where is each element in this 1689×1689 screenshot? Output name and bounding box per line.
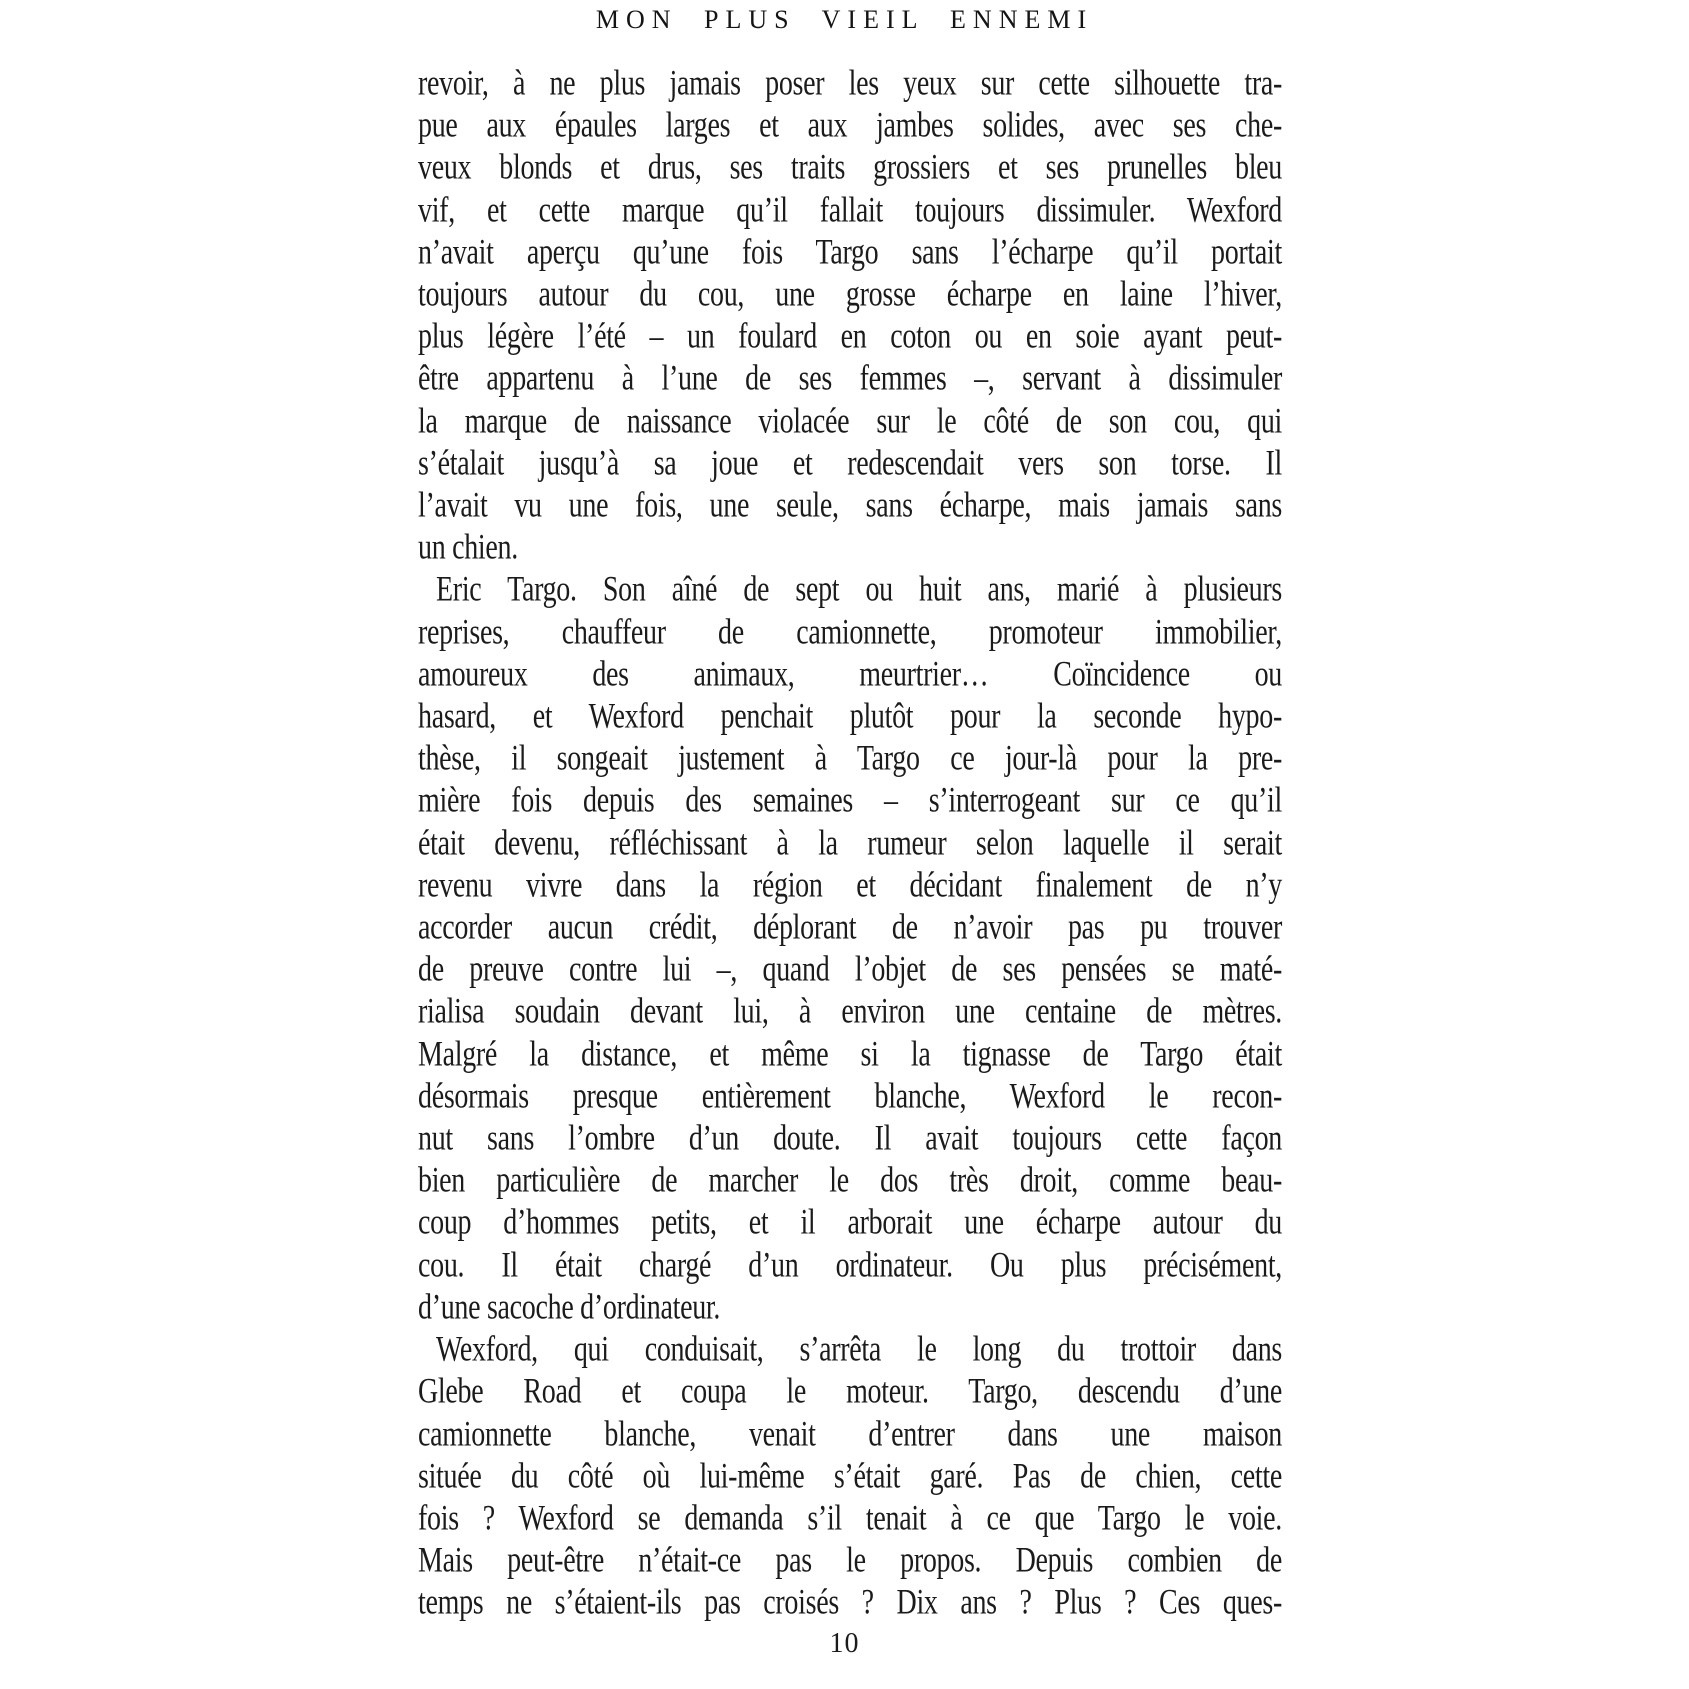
text-line: bien particulière de marcher le dos très droit, comme beau- [418,1160,1282,1201]
text-line: Malgré la distance, et même si la tignasse de Targo était [418,1033,1282,1075]
text-line: s’étalait jusqu’à sa joue et redescendait vers son torse. Il [418,442,1282,484]
text-line: plus légère l’été – un foulard en coton ou en soie ayant peut- [418,316,1282,357]
text-line: n’avait aperçu qu’une fois Targo sans l’écharpe qu’il portait [418,231,1282,273]
text-line: accorder aucun crédit, déplorant de n’avoir pas pu trouver [418,907,1282,948]
text-line: vif, et cette marque qu’il fallait toujours dissimuler. Wexford [418,189,1282,231]
text-line: rialisa soudain devant lui, à environ une centaine de mètres. [418,991,1282,1032]
text-line: reprises, chauffeur de camionnette, promoteur immobilier, [418,611,1282,653]
text-line: mière fois depuis des semaines – s’interrogeant sur ce qu’il [418,780,1282,821]
text-line: thèse, il songeait justement à Targo ce jour-là pour la pre- [418,738,1282,779]
text-line: Eric Targo. Son aîné de sept ou huit ans, marié à plusieurs [436,569,1282,610]
text-line: était devenu, réfléchissant à la rumeur selon laquelle il serait [418,822,1282,864]
running-header: MON PLUS VIEIL ENNEMI [595,5,1094,34]
text-line: camionnette blanche, venait d’entrer dans une maison [418,1413,1282,1454]
text-line: être appartenu à l’une de ses femmes –, servant à dissimuler [418,358,1282,399]
text-line: la marque de naissance violacée sur le côté de son cou, qui [418,400,1282,442]
text-line: désormais presque entièrement blanche, Wexford le recon- [418,1076,1282,1117]
text-line: pue aux épaules larges et aux jambes solides, avec ses che- [418,105,1282,146]
text-block [418,63,1282,1625]
text-line: temps ne s’étaient-ils pas croisés ? Dix ans ? Plus ? Ces ques- [418,1582,1282,1623]
text-line: fois ? Wexford se demanda s’il tenait à ce que Targo le voie. [418,1498,1282,1539]
text-line: l’avait vu une fois, une seule, sans écharpe, mais jamais sans [418,485,1282,526]
paragraph [418,1329,1282,1624]
text-line: cou. Il était chargé d’un ordinateur. Ou plus précisément, [418,1244,1282,1286]
text-line: d’une sacoche d’ordinateur. [418,1287,721,1328]
text-line: Mais peut-être n’était-ce pas le propos. Depuis combien de [418,1540,1282,1581]
text-line: située du côté où lui-même s’était garé. Pas de chien, cette [418,1455,1282,1497]
page-number: 10 [829,1628,860,1659]
text-line: hasard, et Wexford penchait plutôt pour la seconde hypo- [418,696,1282,737]
paragraph [418,569,1282,1329]
text-line: nut sans l’ombre d’un doute. Il avait toujours cette façon [418,1118,1282,1159]
text-line: amoureux des animaux, meurtrier… Coïncidence ou [418,654,1282,695]
text-line: un chien. [418,527,518,568]
text-line: Glebe Road et coupa le moteur. Targo, descendu d’une [418,1371,1282,1412]
text-line: de preuve contre lui –, quand l’objet de ses pensées se maté- [418,949,1282,990]
text-line: coup d’hommes petits, et il arborait une écharpe autour du [418,1202,1282,1243]
paragraph [418,63,1282,569]
text-line: Wexford, qui conduisait, s’arrêta le long du trottoir dans [436,1329,1282,1370]
text-line: revenu vivre dans la région et décidant finalement de n’y [418,865,1282,906]
text-line: veux blonds et drus, ses traits grossiers et ses prunelles bleu [418,147,1282,188]
text-line: revoir, à ne plus jamais poser les yeux sur cette silhouette tra- [418,63,1282,104]
text-line: toujours autour du cou, une grosse écharpe en laine l’hiver, [418,274,1282,315]
